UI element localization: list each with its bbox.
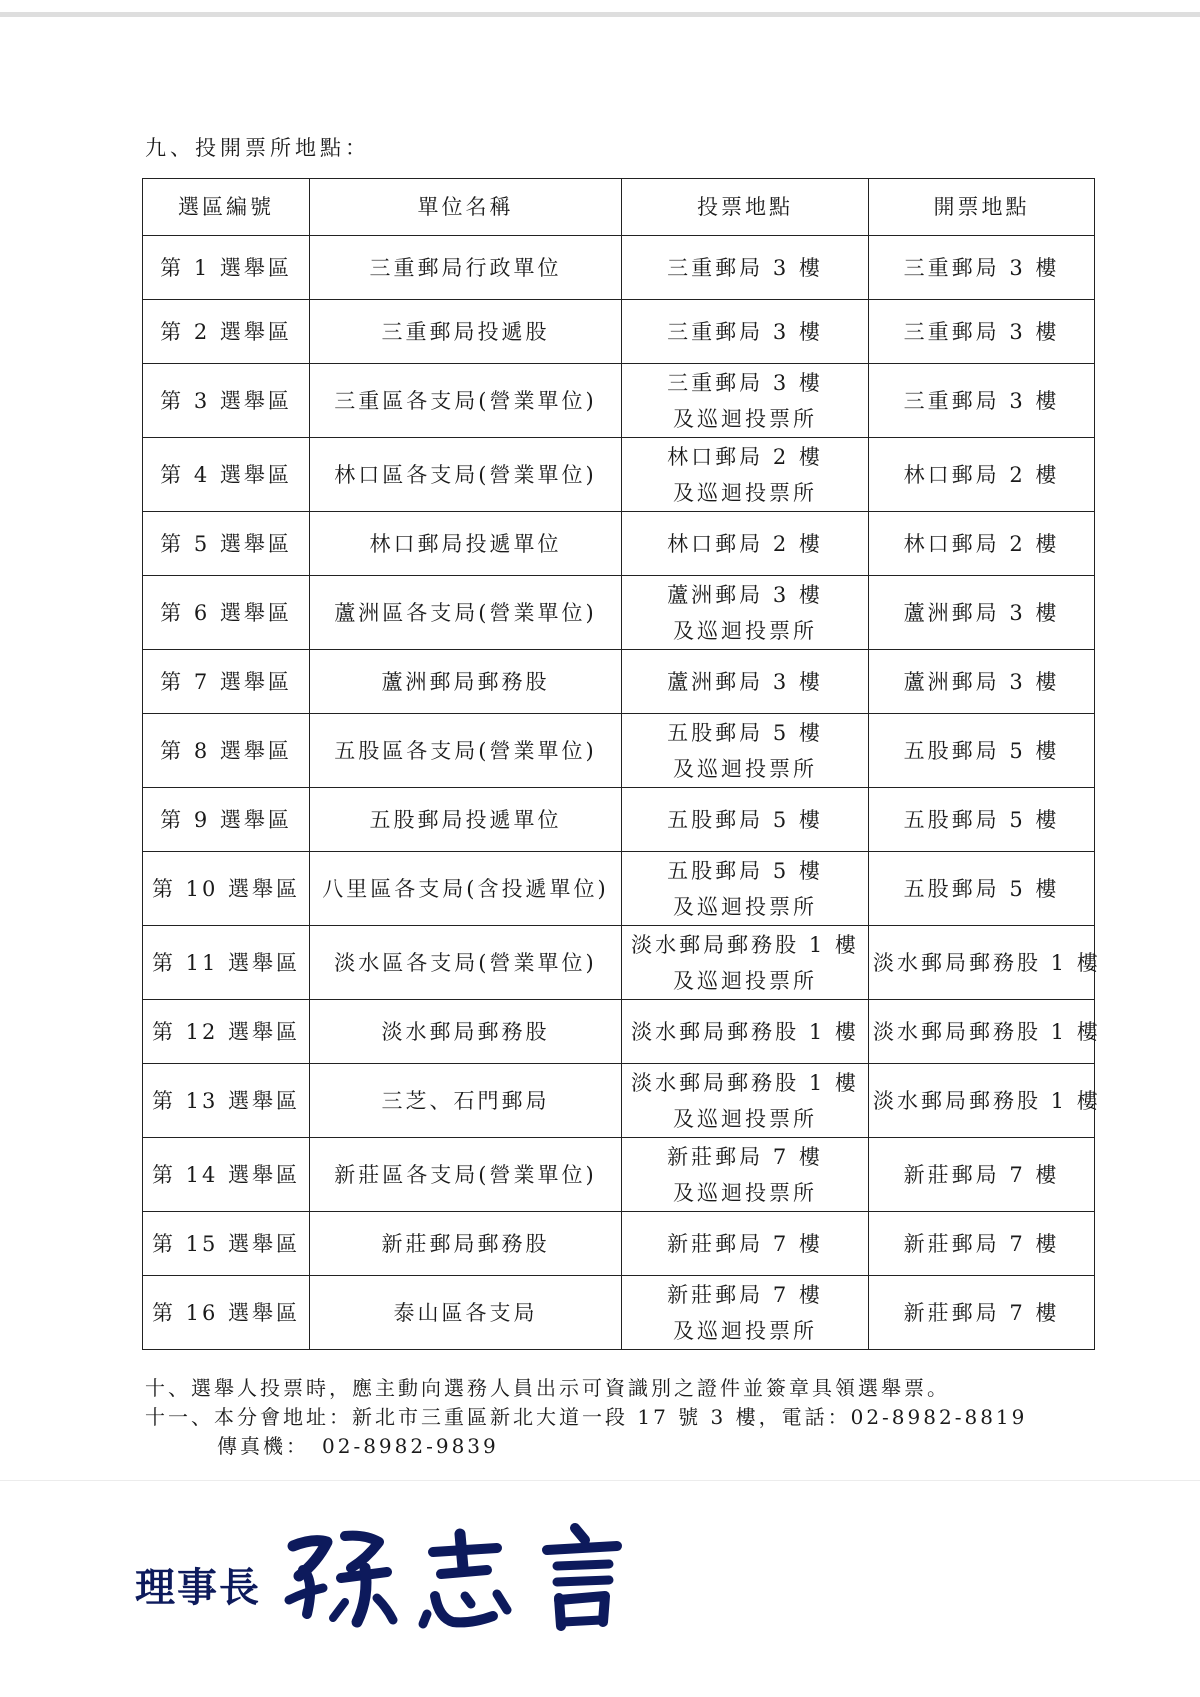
vote-location-line: 新莊郵局 7 樓 [667, 1282, 823, 1307]
count-location-cell: 蘆洲郵局 3 樓 [869, 576, 1095, 650]
table-row [143, 576, 1095, 650]
note-item-10: 十、選舉人投票時，應主動向選務人員出示可資識別之證件並簽章具領選舉票。 [145, 1376, 950, 1400]
vote-location-cell [622, 714, 869, 788]
header-unit: 單位名稱 [310, 179, 622, 236]
vote-location-line: 及巡迴投票所 [673, 618, 817, 643]
header-count-location: 開票地點 [869, 179, 1095, 236]
table-body [143, 236, 1101, 1350]
vote-location-line: 及巡迴投票所 [673, 1180, 817, 1205]
header-district: 選區編號 [143, 179, 310, 236]
table-row [143, 714, 1095, 788]
unit-cell: 三重區各支局(營業單位) [310, 364, 622, 438]
table-row [143, 438, 1095, 512]
district-cell: 第 5 選舉區 [143, 512, 310, 576]
district-cell: 第 14 選舉區 [143, 1138, 310, 1212]
table-header-row [143, 179, 1095, 236]
vote-location-cell [622, 788, 869, 852]
count-location-cell: 淡水郵局郵務股 1 樓 [869, 926, 1095, 1000]
table-row [143, 300, 1095, 364]
unit-cell: 泰山區各支局 [310, 1276, 622, 1350]
district-cell: 第 11 選舉區 [143, 926, 310, 1000]
unit-cell: 林口郵局投遞單位 [310, 512, 622, 576]
vote-location-line: 新莊郵局 7 樓 [667, 1231, 823, 1256]
count-location-cell: 蘆洲郵局 3 樓 [869, 650, 1095, 714]
table-row [143, 236, 1095, 300]
vote-location-line: 蘆洲郵局 3 樓 [667, 669, 823, 694]
vote-location-line: 及巡迴投票所 [673, 1106, 817, 1131]
vote-location-cell [622, 1000, 869, 1064]
vote-location-line: 淡水郵局郵務股 1 樓 [631, 1019, 859, 1044]
vote-location-line: 三重郵局 3 樓 [667, 319, 823, 344]
district-cell: 第 2 選舉區 [143, 300, 310, 364]
count-location-cell: 五股郵局 5 樓 [869, 714, 1095, 788]
vote-location-line: 三重郵局 3 樓 [667, 255, 823, 280]
table-row [143, 1064, 1095, 1138]
vote-location-cell [622, 650, 869, 714]
vote-location-cell [622, 1064, 869, 1138]
district-cell: 第 9 選舉區 [143, 788, 310, 852]
header-vote-location: 投票地點 [622, 179, 869, 236]
count-location-cell: 三重郵局 3 樓 [869, 300, 1095, 364]
vote-location-line: 及巡迴投票所 [673, 968, 817, 993]
district-cell: 第 15 選舉區 [143, 1212, 310, 1276]
table-row [143, 650, 1095, 714]
unit-cell: 五股區各支局(營業單位) [310, 714, 622, 788]
vote-location-line: 新莊郵局 7 樓 [667, 1144, 823, 1169]
vote-location-line: 及巡迴投票所 [673, 894, 817, 919]
table-row [143, 512, 1095, 576]
district-cell: 第 3 選舉區 [143, 364, 310, 438]
vote-location-line: 五股郵局 5 樓 [667, 858, 823, 883]
vote-location-line: 及巡迴投票所 [673, 1318, 817, 1343]
note-item-11: 十一、本分會地址：新北市三重區新北大道一段 17 號 3 樓，電話：02-8982-8819 [145, 1405, 1028, 1429]
vote-location-cell [622, 438, 869, 512]
vote-location-line: 五股郵局 5 樓 [667, 720, 823, 745]
scan-edge-top [0, 12, 1200, 17]
vote-location-cell [622, 1138, 869, 1212]
chairman-title: 理事長 [135, 1564, 261, 1611]
table-row [143, 852, 1095, 926]
count-location-cell: 淡水郵局郵務股 1 樓 [869, 1064, 1095, 1138]
table-row [143, 788, 1095, 852]
vote-location-cell [622, 364, 869, 438]
vote-location-cell [622, 512, 869, 576]
vote-location-cell [622, 1276, 869, 1350]
vote-location-line: 及巡迴投票所 [673, 480, 817, 505]
scan-edge-bottom [0, 1480, 1200, 1481]
vote-location-line: 林口郵局 2 樓 [667, 531, 823, 556]
table-row [143, 1000, 1095, 1064]
unit-cell: 三芝、石門郵局 [310, 1064, 622, 1138]
vote-location-cell [622, 300, 869, 364]
vote-location-line: 蘆洲郵局 3 樓 [667, 582, 823, 607]
unit-cell: 林口區各支局(營業單位) [310, 438, 622, 512]
count-location-cell: 五股郵局 5 樓 [869, 852, 1095, 926]
count-location-cell: 林口郵局 2 樓 [869, 512, 1095, 576]
unit-cell: 蘆洲郵局郵務股 [310, 650, 622, 714]
count-location-cell: 淡水郵局郵務股 1 樓 [869, 1000, 1095, 1064]
vote-location-cell [622, 852, 869, 926]
district-cell: 第 1 選舉區 [143, 236, 310, 300]
unit-cell: 新莊區各支局(營業單位) [310, 1138, 622, 1212]
vote-location-cell [622, 236, 869, 300]
vote-location-line: 三重郵局 3 樓 [667, 370, 823, 395]
vote-location-cell [622, 926, 869, 1000]
unit-cell: 八里區各支局(含投遞單位) [310, 852, 622, 926]
unit-cell: 淡水區各支局(營業單位) [310, 926, 622, 1000]
count-location-cell: 三重郵局 3 樓 [869, 236, 1095, 300]
district-cell: 第 16 選舉區 [143, 1276, 310, 1350]
district-cell: 第 6 選舉區 [143, 576, 310, 650]
district-cell: 第 12 選舉區 [143, 1000, 310, 1064]
district-cell: 第 10 選舉區 [143, 852, 310, 926]
unit-cell: 三重郵局行政單位 [310, 236, 622, 300]
district-cell: 第 4 選舉區 [143, 438, 310, 512]
table-row [143, 926, 1095, 1000]
unit-cell: 蘆洲區各支局(營業單位) [310, 576, 622, 650]
vote-location-cell [622, 1212, 869, 1276]
count-location-cell: 新莊郵局 7 樓 [869, 1212, 1095, 1276]
count-location-cell: 林口郵局 2 樓 [869, 438, 1095, 512]
vote-location-cell [622, 576, 869, 650]
vote-location-line: 林口郵局 2 樓 [667, 444, 823, 469]
vote-location-line: 及巡迴投票所 [673, 406, 817, 431]
count-location-cell: 五股郵局 5 樓 [869, 788, 1095, 852]
calligraphy-signature [275, 1518, 735, 1638]
district-cell: 第 8 選舉區 [143, 714, 310, 788]
polling-sites-table [142, 178, 1101, 1350]
district-cell: 第 7 選舉區 [143, 650, 310, 714]
vote-location-line: 及巡迴投票所 [673, 756, 817, 781]
count-location-cell: 新莊郵局 7 樓 [869, 1276, 1095, 1350]
unit-cell: 淡水郵局郵務股 [310, 1000, 622, 1064]
count-location-cell: 三重郵局 3 樓 [869, 364, 1095, 438]
table-row [143, 1212, 1095, 1276]
table-row [143, 1138, 1095, 1212]
table-row [143, 364, 1095, 438]
unit-cell: 五股郵局投遞單位 [310, 788, 622, 852]
unit-cell: 新莊郵局郵務股 [310, 1212, 622, 1276]
note-fax: 傳真機： 02-8982-9839 [217, 1434, 499, 1458]
vote-location-line: 五股郵局 5 樓 [667, 807, 823, 832]
vote-location-line: 淡水郵局郵務股 1 樓 [631, 932, 859, 957]
vote-location-line: 淡水郵局郵務股 1 樓 [631, 1070, 859, 1095]
count-location-cell: 新莊郵局 7 樓 [869, 1138, 1095, 1212]
section-9-title: 九、投開票所地點： [145, 136, 370, 160]
notes [145, 1374, 1027, 1461]
unit-cell: 三重郵局投遞股 [310, 300, 622, 364]
district-cell: 第 13 選舉區 [143, 1064, 310, 1138]
table-row [143, 1276, 1095, 1350]
